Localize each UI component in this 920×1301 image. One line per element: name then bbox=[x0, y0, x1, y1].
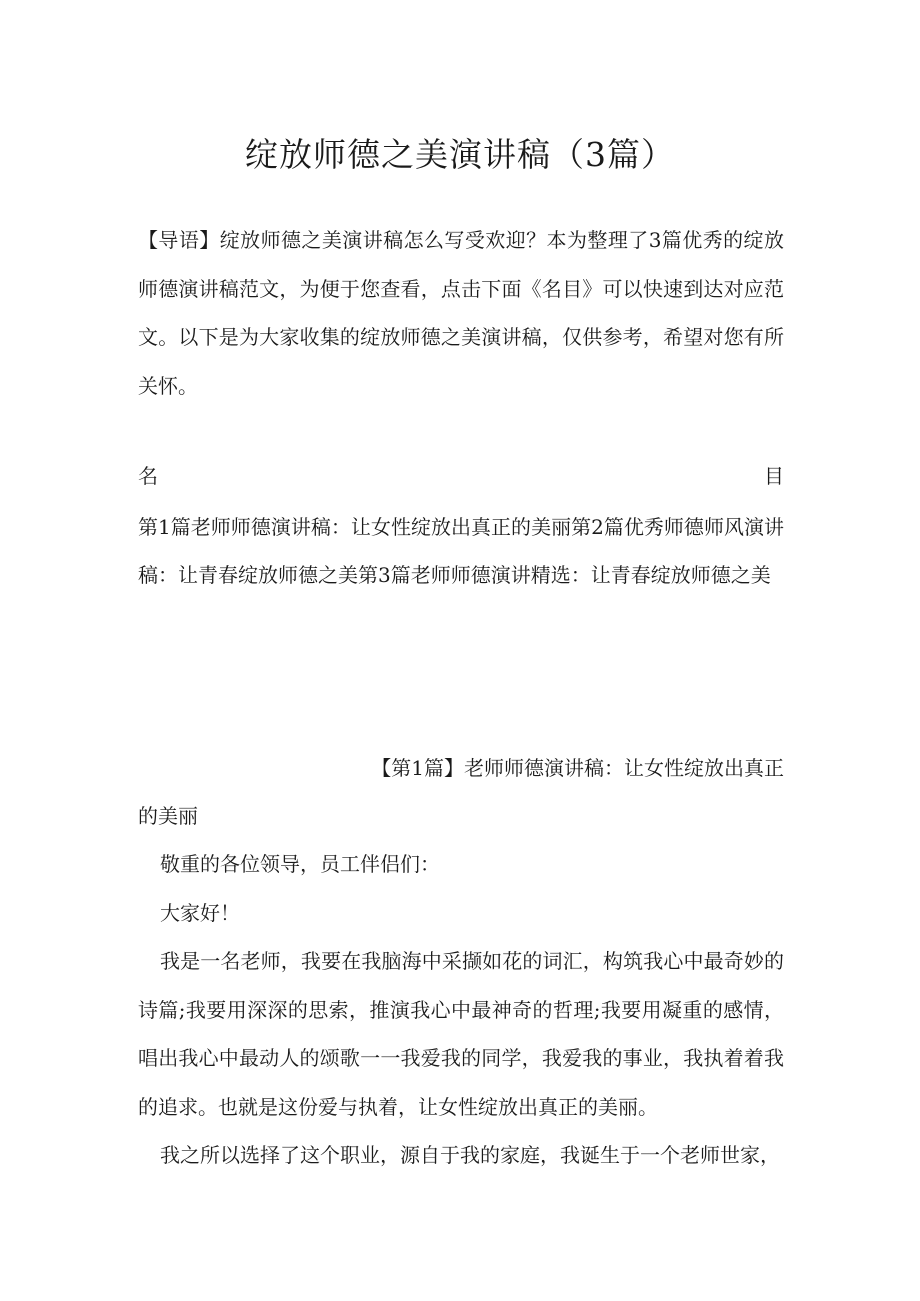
toc-heading-left: 名 bbox=[138, 464, 158, 488]
greeting-paragraph: 敬重的各位领导，员工伴侣们： bbox=[160, 852, 440, 876]
body-paragraph: 我是一名老师，我要在我脑海中采撷如花的词汇，构筑我心中最奇妙的诗篇;我要用深深的思索，推演我心中最神奇的哲理;我要用凝重的感情，唱出我心中最动人的颂歌一一我爱我的同学，我爱我的事业，我执着着我的追求。也就是这份爱与执着，让女性绽放出真正的美丽。 bbox=[138, 949, 784, 1119]
toc-heading-right: 目 bbox=[764, 464, 784, 488]
section-1-title-line2: 的美丽 bbox=[138, 804, 198, 828]
hello-paragraph: 大家好！ bbox=[160, 900, 240, 925]
section-1-body bbox=[138, 840, 784, 1180]
toc-heading bbox=[138, 458, 784, 494]
toc-list[interactable]: 第1篇老师师德演讲稿：让女性绽放出真正的美丽第2篇优秀师德师风演讲稿：让青春绽放师德之美第3篇老师师德演讲精选：让青春绽放师德之美 bbox=[138, 515, 784, 587]
document-title: 绽放师德之美演讲稿（3篇） bbox=[245, 135, 675, 174]
section-1-title-line1: 【第1篇】老师师德演讲稿：让女性绽放出真正 bbox=[371, 756, 784, 780]
section-1-title bbox=[138, 744, 784, 840]
body-paragraph: 我之所以选择了这个职业，源自于我的家庭，我诞生于一个老师世家， bbox=[160, 1143, 780, 1167]
intro-paragraph: 【导语】绽放师德之美演讲稿怎么写受欢迎？本为整理了3篇优秀的绽放师德演讲稿范文，为便于您查看，点击下面《名目》可以快速到达对应范文。以下是为大家收集的绽放师德之美演讲稿，仅供参考，希望对您有所关怀。 bbox=[138, 228, 784, 398]
